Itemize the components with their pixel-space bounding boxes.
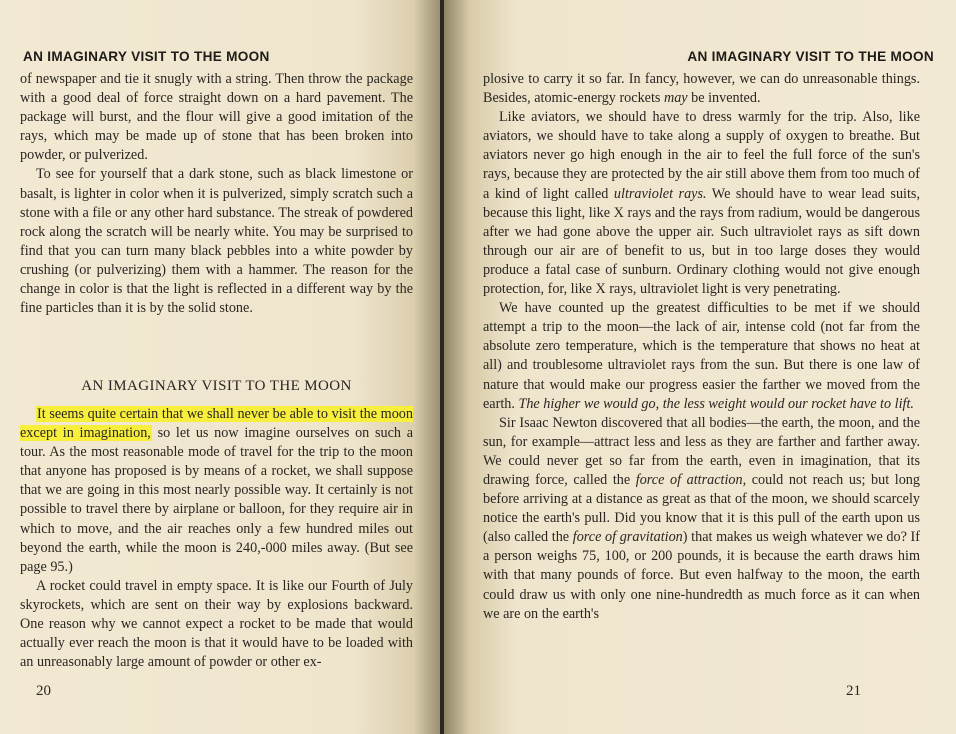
left-page: [0, 0, 440, 734]
paragraph-rest: so let us now imagine ourselves on such a tour. As the most reasonable mode of travel for the trip to the moon that anyone has proposed is by means of a rocket, we shall suppose that we are going in this most nearly possible way. It certainly is not possible to travel there by airplane or balloon, for they require air in which to move, and the air reaches only a few hundred miles out beyond the earth, while the moon is 240,-000 miles away. (But see page 95.): [20, 425, 414, 575]
paragraph: A rocket could travel in empty space. It is like our Fourth of July skyrockets, which are sent on their way by explosions backward. One reason why we cannot expect a rocket to be made that would actually ever reach the moon is that it would have to be loaded with an unreasonably large amount of powder or other ex-: [20, 577, 413, 671]
paragraph: To see for yourself that a dark stone, such as black limestone or basalt, is lighter in color when it is pulverized, simply scratch such a stone with a file or any other hard substance. The streak of powdered rock along the scratch will be nearly white. You may be surprised to find that you can turn many black pebbles into a white powder by crushing (or pulverizing) them with a hammer. The reason for the change in color is that the light is reflected in a different way by the fine particles than it is by the solid stone.: [20, 166, 413, 317]
italic-text: may: [663, 90, 688, 107]
running-head: AN IMAGINARY VISIT TO THE MOON: [687, 49, 934, 64]
text-run: ) that makes us weigh whatever we do? If a person weighs 75, 100, or 200 pounds, it is because the earth draws him with that many pounds of force. But even halfway to the moon, the earth could draw us with only one nine-hundredth as much force as it can when we are on the earth's: [483, 529, 921, 622]
italic-text: ultraviolet rays.: [613, 185, 707, 202]
text-run: could not reach us; but long before arriving at a distance as great as that of the moon, we should scarcely notice the earth's pull. Did you know that it is this pull of the earth upon us (also called the: [483, 471, 920, 546]
page-number: 20: [36, 683, 51, 699]
text-run: We have counted up the greatest difficulties to be met if we should attempt a trip to the moon—the lack of air, intense cold (not far from the absolute zero temperature, which is the temperature that shows no heat at all) and troublesome ultraviolet rays from the sun. But there is one law of nature that would make our progress easier the farther we moved from the earth.: [483, 300, 920, 412]
section-title: AN IMAGINARY VISIT TO THE MOON: [81, 378, 352, 394]
right-page: [444, 0, 956, 734]
highlighted-text: It seems quite certain that we shall never be able to visit the moon except in imagination,: [20, 406, 413, 442]
italic-text: force of gravitation: [572, 529, 683, 546]
running-head: AN IMAGINARY VISIT TO THE MOON: [23, 49, 270, 64]
paragraph: [20, 405, 413, 577]
paragraph: [483, 299, 920, 414]
body-text: [20, 70, 413, 318]
text-run: plosive to carry it so far. In fancy, however, we can do unreasonable things. Besides, atomic-energy rockets: [483, 71, 920, 107]
paragraph: [483, 414, 920, 624]
italic-text: The higher we would go, the less weight would our rocket have to lift.: [518, 395, 914, 412]
italic-text: force of attraction,: [635, 471, 747, 488]
page-number: 21: [846, 683, 861, 699]
paragraph: of newspaper and tie it snugly with a string. Then throw the package with a good deal of force straight down on a hard pavement. The package will burst, and the flour will give a good imitation of the rays, which may be made up of stone that has been broken into powder, or pulverized.: [20, 71, 413, 164]
paragraph: [483, 108, 920, 299]
text-run: We should have to wear lead suits, because this light, like X rays and the rays from radium, would be dangerous after we had gone above the upper air. Such ultraviolet rays as sift down through our air are of benefit to us, but in too large doses they would produce a fatal case of sunburn. Ordinary clothing would not give enough protection, for, like X rays, ultraviolet light is very penetrating.: [483, 185, 920, 298]
paragraph: [483, 70, 920, 108]
text-run: be invented.: [687, 90, 761, 107]
text-run: Like aviators, we should have to dress warmly for the trip. Also, like aviators, we should have to take along a supply of oxygen to breathe. But aviators never go high enough in the air to feel the full force of the sun's rays, because they are protected by the air still above them from too much of a kind of light called: [483, 109, 920, 202]
section-body: [20, 368, 413, 672]
text-run: Sir Isaac Newton discovered that all bodies—the earth, the moon, and the sun, for example—attract less and less as they are farther and farther away. We could never get so far from the earth, even in imagination, that its drawing force, called the: [483, 414, 920, 488]
body-text: [483, 70, 920, 624]
